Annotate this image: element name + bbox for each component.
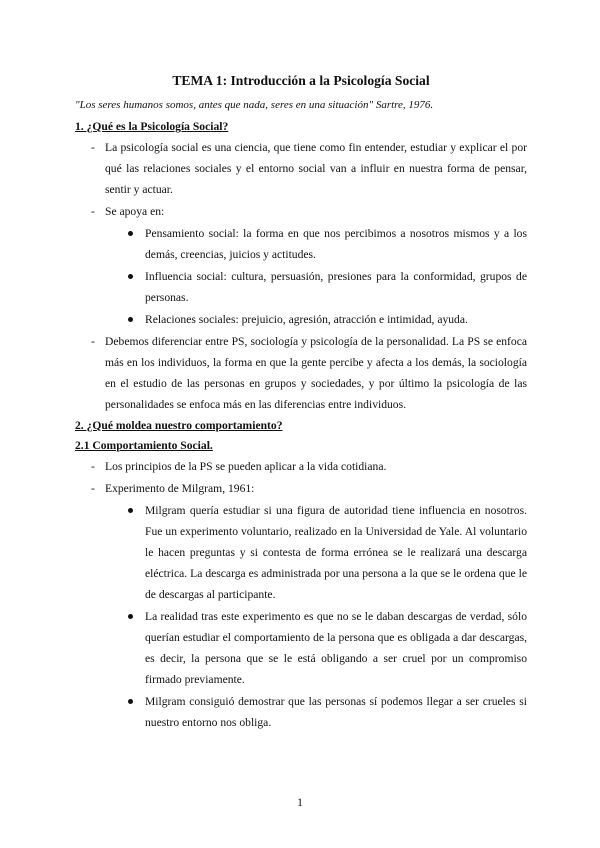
bullet-dot-icon: [128, 699, 133, 704]
list-item: [75, 456, 527, 477]
epigraph-quote: "Los seres humanos somos, antes que nada, seres en una situación" Sartre, 1976.: [75, 99, 434, 111]
bullet-list: [75, 223, 527, 330]
bullet-dot-icon: [128, 614, 133, 619]
document-title: TEMA 1: Introducción a la Psicología Social: [172, 73, 430, 88]
list-item: [75, 478, 527, 499]
dash-marker: -: [91, 335, 95, 348]
list-item: [75, 137, 527, 200]
page-number: 1: [297, 795, 303, 809]
bullet-text: Milgram quería estudiar si una figura de autoridad tiene influencia en nosotros. Fue un experimento voluntario, realizado en la Universidad de Yale. Al voluntario le hacen preguntas y si contesta de forma errónea se le realizará una descarga eléctrica. La descarga es administrada por una persona a la que se le ordena que le de descargas al participante.: [145, 504, 527, 601]
bullet-text: Relaciones sociales: prejuicio, agresión, atracción e intimidad, ayuda.: [145, 313, 468, 326]
bullet-dot-icon: [128, 231, 133, 236]
list-item-text: Debemos diferenciar entre PS, sociología y psicología de la personalidad. La PS se enfoca más en los individuos, la forma en que la gente percibe y afecta a los demás, la sociología en el estudio de las personas en grupos y sociedades, y por último la psicología de las personalidades se enfoca más en las diferencias entre individuos.: [105, 335, 527, 411]
bullet-text: La realidad tras este experimento es que no se le daban descargas de verdad, sólo querían estudiar el comportamiento de la persona que es obligada a dar descargas, es decir, la persona que se le está obligando a ser cruel por un compromiso firmado previamente.: [145, 610, 527, 686]
bullet-item: [75, 500, 527, 605]
dash-marker: -: [91, 482, 95, 495]
dash-marker: -: [91, 141, 95, 154]
list-item: [75, 331, 527, 415]
bullet-item: [75, 223, 527, 265]
bullet-text: Pensamiento social: la forma en que nos percibimos a nosotros mismos y a los demás, creencias, juicios y actitudes.: [145, 227, 527, 261]
list-item-text: Experimento de Milgram, 1961:: [105, 482, 255, 495]
document-page: [75, 72, 527, 734]
bullet-item: [75, 691, 527, 733]
bullet-item: [75, 606, 527, 690]
bullet-text: Milgram consiguió demostrar que las personas sí podemos llegar a ser crueles si nuestro entorno nos obliga.: [145, 695, 527, 729]
list-item-text: La psicología social es una ciencia, que tiene como fin entender, estudiar y explicar el por qué las relaciones sociales y el entorno social van a influir en nuestra forma de pensar, sentir y actuar.: [105, 141, 527, 196]
section-1-heading: 1. ¿Qué es la Psicología Social?: [75, 120, 229, 133]
list-item-text: Los principios de la PS se pueden aplicar a la vida cotidiana.: [105, 460, 387, 473]
bullet-item: [75, 266, 527, 308]
dash-marker: -: [91, 205, 95, 218]
bullet-dot-icon: [128, 508, 133, 513]
bullet-item: [75, 309, 527, 330]
section-2-1-heading: 2.1 Comportamiento Social.: [75, 439, 213, 452]
bullet-dot-icon: [128, 274, 133, 279]
list-item: [75, 201, 527, 222]
section-2-heading: 2. ¿Qué moldea nuestro comportamiento?: [75, 419, 283, 432]
bullet-text: Influencia social: cultura, persuasión, presiones para la conformidad, grupos de personas.: [145, 270, 527, 304]
dash-marker: -: [91, 460, 95, 473]
list-item-text: Se apoya en:: [105, 205, 165, 218]
bullet-list: [75, 500, 527, 733]
bullet-dot-icon: [128, 317, 133, 322]
